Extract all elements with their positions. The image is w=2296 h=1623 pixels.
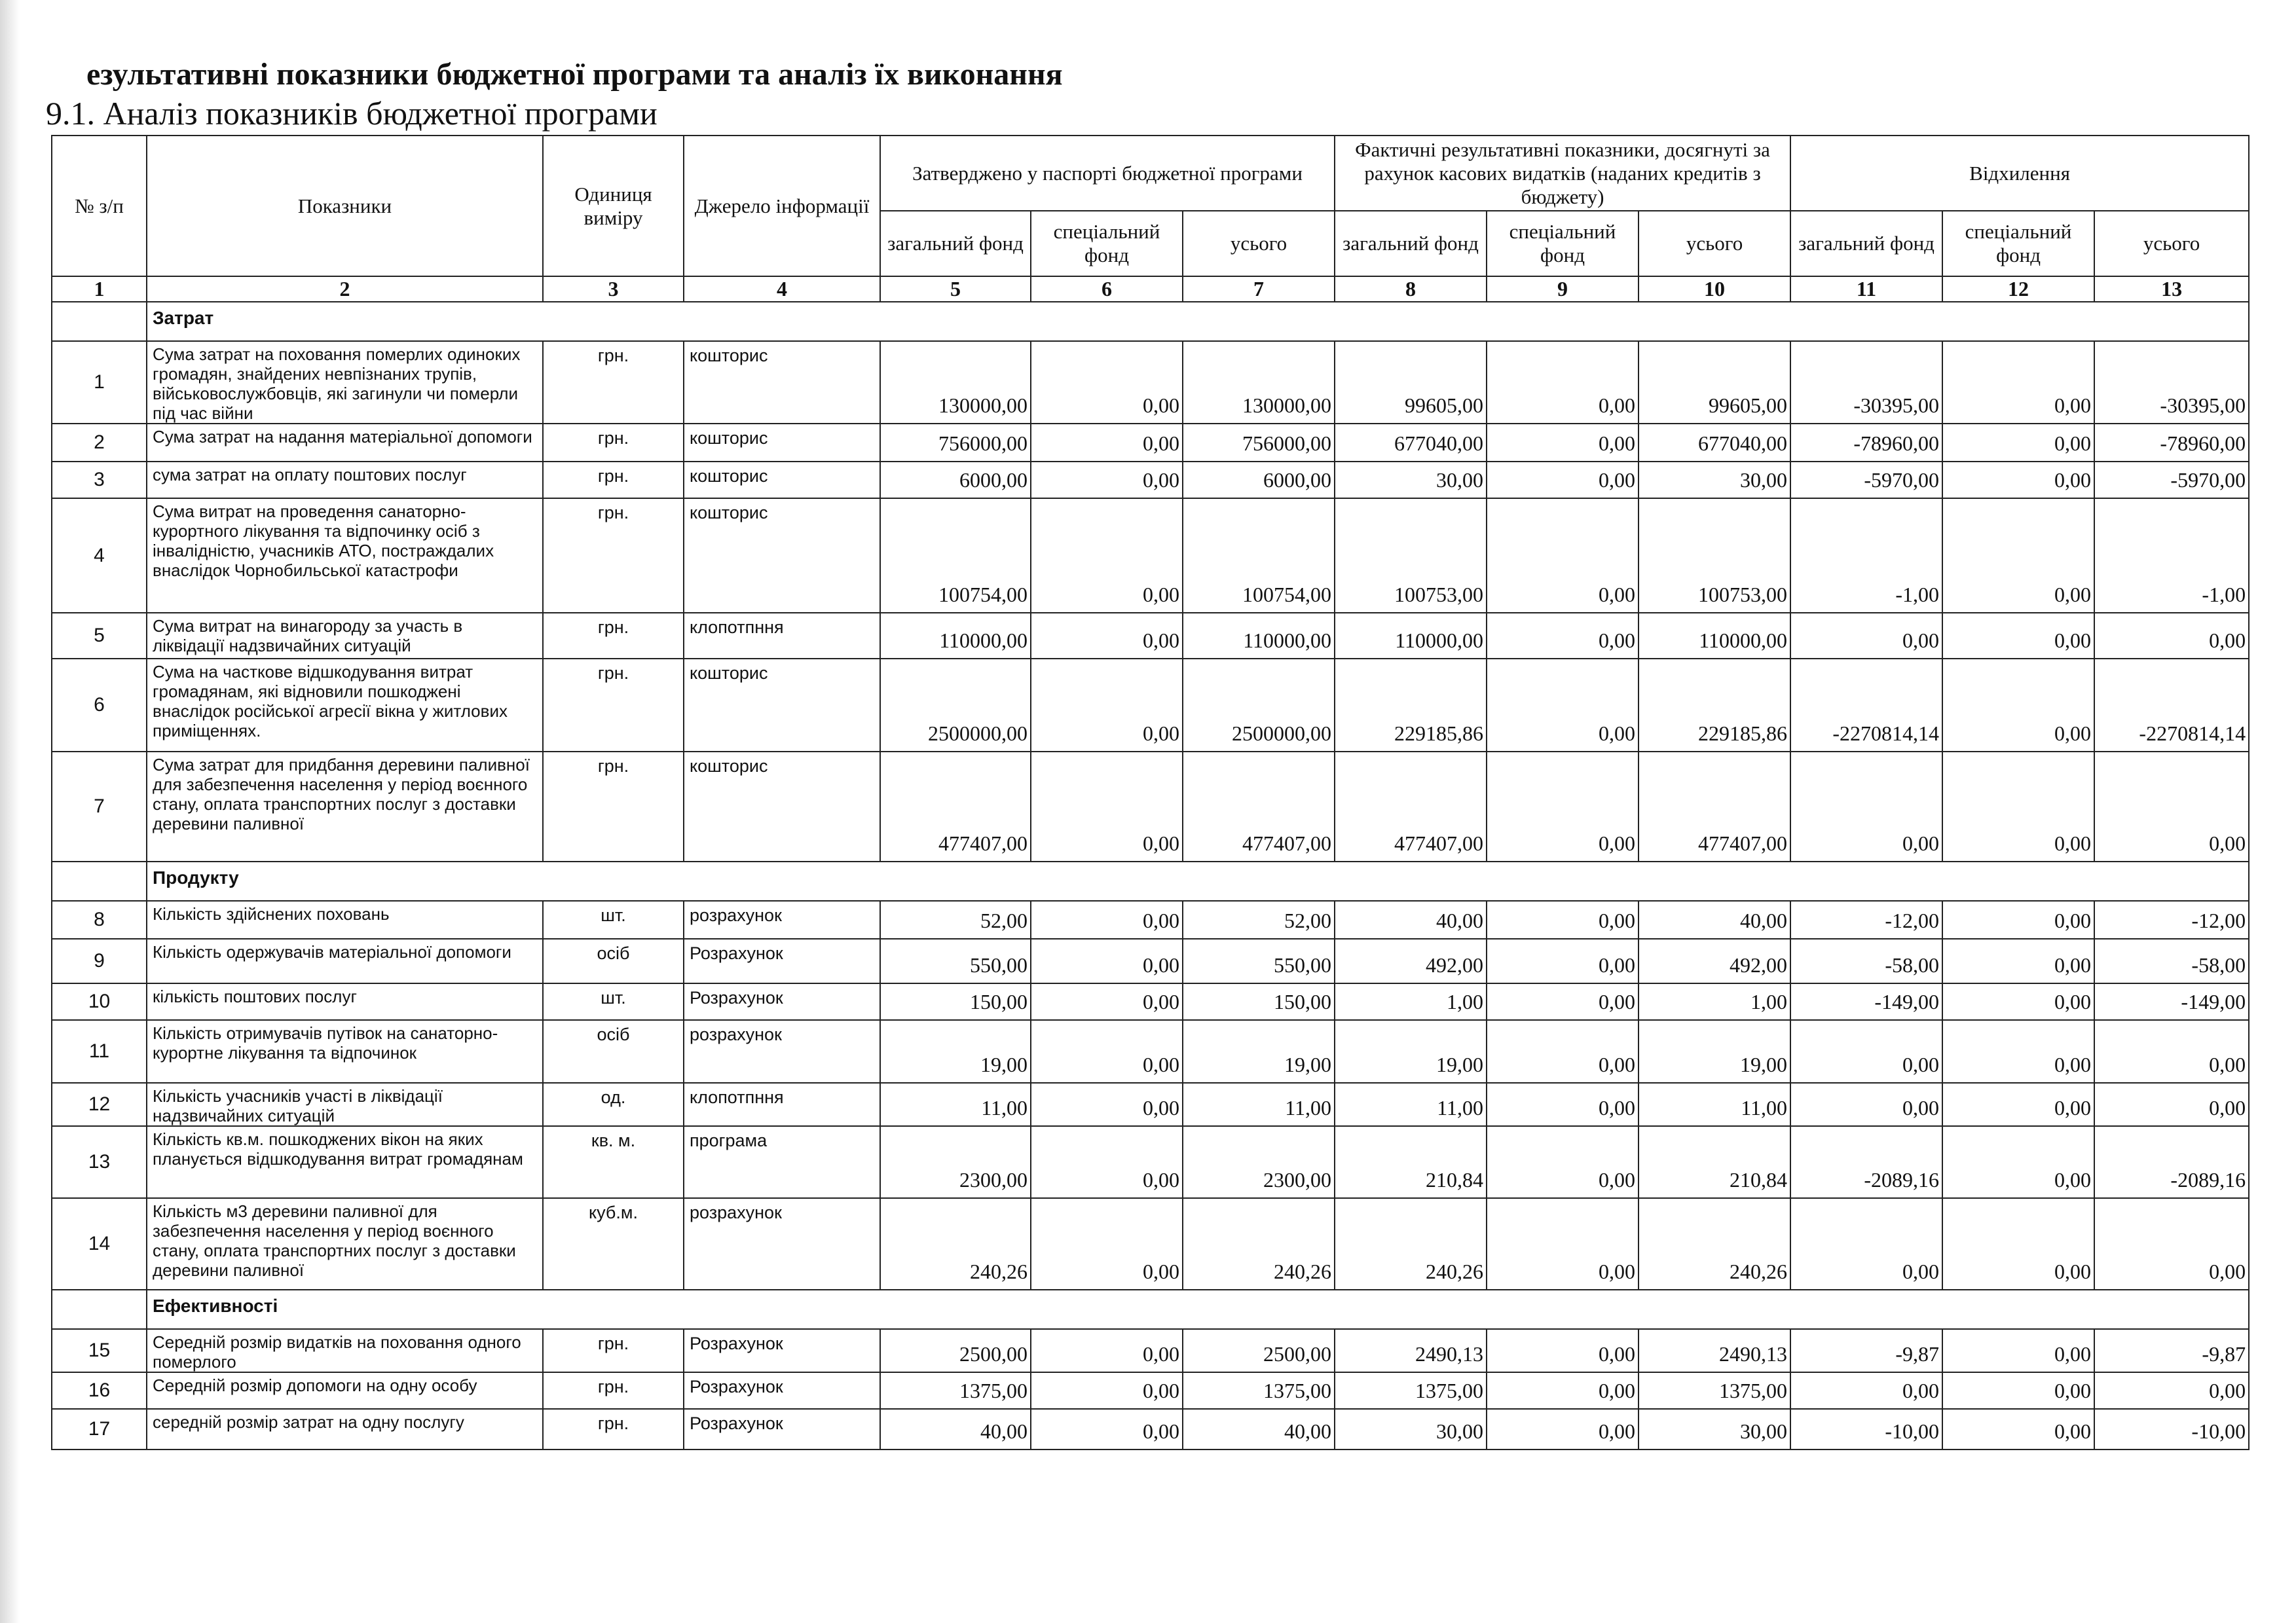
source-cell: Розрахунок: [684, 983, 880, 1020]
value-cell: -30395,00: [1790, 341, 1942, 424]
value-cell: -78960,00: [2094, 424, 2249, 462]
value-cell: 0,00: [1031, 1083, 1183, 1126]
indicator-name: середній розмір затрат на одну послугу: [147, 1409, 543, 1450]
row-number: 17: [52, 1409, 147, 1450]
row-number: 14: [52, 1198, 147, 1290]
unit-cell: грн.: [543, 1372, 684, 1409]
indicator-name: Кількість учасників участі в ліквідації надзвичайних ситуацій: [147, 1083, 543, 1126]
value-cell: 210,84: [1639, 1126, 1790, 1198]
value-cell: 0,00: [1487, 1409, 1639, 1450]
value-cell: 0,00: [1942, 1372, 2094, 1409]
value-cell: 1375,00: [880, 1372, 1031, 1409]
value-cell: 0,00: [1942, 1083, 2094, 1126]
value-cell: 0,00: [1031, 424, 1183, 462]
value-cell: 0,00: [1790, 1372, 1942, 1409]
unit-cell: грн.: [543, 1329, 684, 1372]
indicator-name: Сума витрат на винагороду за участь в ліквідації надзвичайних ситуацій: [147, 613, 543, 659]
value-cell: 0,00: [1487, 1083, 1639, 1126]
row-number: 12: [52, 1083, 147, 1126]
value-cell: 0,00: [1942, 341, 2094, 424]
unit-cell: шт.: [543, 901, 684, 939]
value-cell: 150,00: [880, 983, 1031, 1020]
value-cell: 6000,00: [880, 462, 1031, 498]
column-number: 7: [1183, 276, 1335, 302]
source-cell: розрахунок: [684, 1198, 880, 1290]
column-number: 10: [1639, 276, 1790, 302]
value-cell: 30,00: [1639, 462, 1790, 498]
header-deviation: Відхилення: [1790, 136, 2249, 211]
indicator-name: Кількість отримувачів путівок на санаторно-курортне лікування та відпочинок: [147, 1020, 543, 1083]
table-row: [52, 983, 2249, 1020]
section-num-cell: [52, 862, 147, 901]
unit-cell: грн.: [543, 1409, 684, 1450]
table-row: [52, 1329, 2249, 1372]
value-cell: 0,00: [1942, 752, 2094, 862]
value-cell: 2500000,00: [1183, 659, 1335, 752]
table-row: [52, 1083, 2249, 1126]
value-cell: 0,00: [1942, 659, 2094, 752]
scan-edge: [0, 0, 20, 1623]
value-cell: 550,00: [1183, 939, 1335, 983]
value-cell: 99605,00: [1335, 341, 1487, 424]
value-cell: 0,00: [1487, 341, 1639, 424]
subsection-heading: 9.1. Аналіз показників бюджетної програми: [46, 95, 657, 132]
value-cell: 0,00: [1031, 752, 1183, 862]
value-cell: 0,00: [1942, 1329, 2094, 1372]
value-cell: 130000,00: [1183, 341, 1335, 424]
header-approved: Затверджено у паспорті бюджетної програми: [880, 136, 1335, 211]
section-row: [52, 302, 2249, 341]
value-cell: 0,00: [1942, 1020, 2094, 1083]
column-number: 11: [1790, 276, 1942, 302]
source-cell: кошторис: [684, 498, 880, 613]
value-cell: 11,00: [880, 1083, 1031, 1126]
value-cell: 0,00: [1942, 1198, 2094, 1290]
value-cell: 30,00: [1335, 462, 1487, 498]
column-number: 6: [1031, 276, 1183, 302]
value-cell: 2490,13: [1639, 1329, 1790, 1372]
source-cell: клопотпння: [684, 1083, 880, 1126]
value-cell: 100753,00: [1639, 498, 1790, 613]
value-cell: 110000,00: [1183, 613, 1335, 659]
value-cell: 0,00: [1487, 1329, 1639, 1372]
value-cell: 240,26: [880, 1198, 1031, 1290]
value-cell: 0,00: [1942, 939, 2094, 983]
value-cell: 0,00: [1487, 424, 1639, 462]
indicator-name: Кількість одержувачів матеріальної допомоги: [147, 939, 543, 983]
section-num-cell: [52, 1290, 147, 1329]
indicator-name: Кількість кв.м. пошкоджених вікон на яких планується відшкодування витрат громадянам: [147, 1126, 543, 1198]
value-cell: 52,00: [880, 901, 1031, 939]
unit-cell: од.: [543, 1083, 684, 1126]
table-row: [52, 1198, 2249, 1290]
value-cell: 0,00: [1790, 752, 1942, 862]
value-cell: 2500,00: [880, 1329, 1031, 1372]
value-cell: 0,00: [1487, 983, 1639, 1020]
value-cell: 52,00: [1183, 901, 1335, 939]
value-cell: 19,00: [1335, 1020, 1487, 1083]
value-cell: 0,00: [1031, 1198, 1183, 1290]
value-cell: 0,00: [2094, 1083, 2249, 1126]
value-cell: 229185,86: [1335, 659, 1487, 752]
source-cell: кошторис: [684, 752, 880, 862]
value-cell: 30,00: [1335, 1409, 1487, 1450]
value-cell: 99605,00: [1639, 341, 1790, 424]
value-cell: 477407,00: [880, 752, 1031, 862]
value-cell: 240,26: [1183, 1198, 1335, 1290]
row-number: 6: [52, 659, 147, 752]
value-cell: 0,00: [1487, 1198, 1639, 1290]
value-cell: 19,00: [880, 1020, 1031, 1083]
value-cell: 0,00: [1031, 1409, 1183, 1450]
value-cell: 40,00: [880, 1409, 1031, 1450]
value-cell: 0,00: [1031, 939, 1183, 983]
indicator-name: Сума затрат на поховання померлих одиноких громадян, знайдених невпізнаних трупів, військовослужбовців, які загинули чи померли під час війни: [147, 341, 543, 424]
value-cell: 0,00: [1942, 424, 2094, 462]
table-row: [52, 659, 2249, 752]
value-cell: 1375,00: [1335, 1372, 1487, 1409]
column-number: 3: [543, 276, 684, 302]
value-cell: -9,87: [1790, 1329, 1942, 1372]
value-cell: 0,00: [1790, 1020, 1942, 1083]
value-cell: 492,00: [1335, 939, 1487, 983]
value-cell: 477407,00: [1183, 752, 1335, 862]
value-cell: -1,00: [1790, 498, 1942, 613]
value-cell: 40,00: [1639, 901, 1790, 939]
value-cell: 0,00: [2094, 1020, 2249, 1083]
source-cell: Розрахунок: [684, 1372, 880, 1409]
value-cell: 150,00: [1183, 983, 1335, 1020]
section-row: [52, 862, 2249, 901]
value-cell: 0,00: [1790, 1198, 1942, 1290]
table-row: [52, 1126, 2249, 1198]
table-row: [52, 341, 2249, 424]
source-cell: програма: [684, 1126, 880, 1198]
column-number: 12: [1942, 276, 2094, 302]
indicator-name: сума затрат на оплату поштових послуг: [147, 462, 543, 498]
value-cell: -2089,16: [1790, 1126, 1942, 1198]
column-number-row: [52, 276, 2249, 302]
value-cell: 492,00: [1639, 939, 1790, 983]
value-cell: 0,00: [1031, 341, 1183, 424]
value-cell: -1,00: [2094, 498, 2249, 613]
column-number: 2: [147, 276, 543, 302]
header-unit: Одиниця виміру: [543, 136, 684, 276]
value-cell: 2490,13: [1335, 1329, 1487, 1372]
header-indicators: Показники: [147, 136, 543, 276]
value-cell: 0,00: [2094, 613, 2249, 659]
value-cell: 0,00: [1942, 983, 2094, 1020]
indicator-name: Кількість здійснених поховань: [147, 901, 543, 939]
column-number: 5: [880, 276, 1031, 302]
subheader-special-fund: спеціальний фонд: [1487, 211, 1639, 276]
value-cell: -10,00: [2094, 1409, 2249, 1450]
indicator-name: Сума затрат на надання матеріальної допомоги: [147, 424, 543, 462]
value-cell: 110000,00: [1639, 613, 1790, 659]
table-row: [52, 1020, 2249, 1083]
subheader-general-fund: загальний фонд: [880, 211, 1031, 276]
value-cell: 100754,00: [1183, 498, 1335, 613]
subheader-total: усього: [2094, 211, 2249, 276]
value-cell: 0,00: [1031, 1020, 1183, 1083]
value-cell: -58,00: [1790, 939, 1942, 983]
value-cell: 0,00: [2094, 752, 2249, 862]
header-num: № з/п: [52, 136, 147, 276]
unit-cell: осіб: [543, 939, 684, 983]
value-cell: -10,00: [1790, 1409, 1942, 1450]
row-number: 2: [52, 424, 147, 462]
row-number: 16: [52, 1372, 147, 1409]
value-cell: 0,00: [1031, 901, 1183, 939]
row-number: 7: [52, 752, 147, 862]
value-cell: 11,00: [1639, 1083, 1790, 1126]
unit-cell: грн.: [543, 498, 684, 613]
section-row: [52, 1290, 2249, 1329]
value-cell: -2270814,14: [2094, 659, 2249, 752]
value-cell: 0,00: [1487, 462, 1639, 498]
value-cell: 1375,00: [1639, 1372, 1790, 1409]
row-number: 9: [52, 939, 147, 983]
value-cell: 677040,00: [1639, 424, 1790, 462]
value-cell: 40,00: [1335, 901, 1487, 939]
unit-cell: грн.: [543, 462, 684, 498]
source-cell: Розрахунок: [684, 1329, 880, 1372]
subheader-special-fund: спеціальний фонд: [1942, 211, 2094, 276]
value-cell: -12,00: [1790, 901, 1942, 939]
unit-cell: грн.: [543, 341, 684, 424]
unit-cell: куб.м.: [543, 1198, 684, 1290]
unit-cell: грн.: [543, 424, 684, 462]
value-cell: 0,00: [1487, 1126, 1639, 1198]
source-cell: кошторис: [684, 341, 880, 424]
value-cell: 0,00: [1031, 462, 1183, 498]
unit-cell: шт.: [543, 983, 684, 1020]
subheader-general-fund: загальний фонд: [1335, 211, 1487, 276]
row-number: 4: [52, 498, 147, 613]
value-cell: 0,00: [1031, 498, 1183, 613]
value-cell: 0,00: [1031, 1372, 1183, 1409]
column-number: 1: [52, 276, 147, 302]
row-number: 1: [52, 341, 147, 424]
value-cell: 0,00: [1942, 613, 2094, 659]
value-cell: 1,00: [1335, 983, 1487, 1020]
row-number: 13: [52, 1126, 147, 1198]
column-number: 9: [1487, 276, 1639, 302]
row-number: 15: [52, 1329, 147, 1372]
value-cell: 0,00: [1942, 498, 2094, 613]
row-number: 11: [52, 1020, 147, 1083]
table-row: [52, 1372, 2249, 1409]
row-number: 8: [52, 901, 147, 939]
section-title: Ефективності: [147, 1290, 2249, 1329]
value-cell: 0,00: [1942, 1409, 2094, 1450]
value-cell: 0,00: [1942, 1126, 2094, 1198]
section-title: Продукту: [147, 862, 2249, 901]
value-cell: 130000,00: [880, 341, 1031, 424]
value-cell: 6000,00: [1183, 462, 1335, 498]
value-cell: 2300,00: [880, 1126, 1031, 1198]
row-number: 5: [52, 613, 147, 659]
value-cell: -30395,00: [2094, 341, 2249, 424]
value-cell: 0,00: [1487, 613, 1639, 659]
table-row: [52, 1409, 2249, 1450]
source-cell: розрахунок: [684, 901, 880, 939]
source-cell: Розрахунок: [684, 939, 880, 983]
value-cell: 756000,00: [1183, 424, 1335, 462]
indicators-table: [51, 135, 2250, 1450]
table-row: [52, 939, 2249, 983]
value-cell: 0,00: [1942, 901, 2094, 939]
table-row: [52, 901, 2249, 939]
value-cell: 11,00: [1183, 1083, 1335, 1126]
indicator-name: Кількість м3 деревини паливної для забезпечення населення у період воєнного стану, оплата транспортних послуг з доставки деревини паливної: [147, 1198, 543, 1290]
value-cell: 40,00: [1183, 1409, 1335, 1450]
value-cell: 0,00: [1031, 1126, 1183, 1198]
value-cell: 677040,00: [1335, 424, 1487, 462]
header-source: Джерело інформації: [684, 136, 880, 276]
indicator-name: кількість поштових послуг: [147, 983, 543, 1020]
value-cell: -58,00: [2094, 939, 2249, 983]
indicator-name: Сума на часткове відшкодування витрат громадянам, які відновили пошкоджені внаслідок російської агресії вікна у житлових приміщеннях.: [147, 659, 543, 752]
subheader-special-fund: спеціальний фонд: [1031, 211, 1183, 276]
value-cell: 2300,00: [1183, 1126, 1335, 1198]
value-cell: -2089,16: [2094, 1126, 2249, 1198]
source-cell: розрахунок: [684, 1020, 880, 1083]
value-cell: 0,00: [1487, 1020, 1639, 1083]
value-cell: -2270814,14: [1790, 659, 1942, 752]
value-cell: -149,00: [2094, 983, 2249, 1020]
value-cell: 240,26: [1639, 1198, 1790, 1290]
source-cell: кошторис: [684, 462, 880, 498]
indicator-name: Сума затрат для придбання деревини паливної для забезпечення населення у період воєнного стану, оплата транспортних послуг з доставки деревини паливної: [147, 752, 543, 862]
value-cell: 0,00: [1487, 752, 1639, 862]
table-body: [52, 302, 2249, 1450]
value-cell: 0,00: [1031, 659, 1183, 752]
value-cell: 19,00: [1639, 1020, 1790, 1083]
source-cell: кошторис: [684, 424, 880, 462]
value-cell: 0,00: [1031, 1329, 1183, 1372]
value-cell: 11,00: [1335, 1083, 1487, 1126]
value-cell: 19,00: [1183, 1020, 1335, 1083]
value-cell: 1375,00: [1183, 1372, 1335, 1409]
unit-cell: грн.: [543, 659, 684, 752]
value-cell: 0,00: [1942, 462, 2094, 498]
value-cell: 0,00: [1487, 901, 1639, 939]
table-row: [52, 498, 2249, 613]
value-cell: 210,84: [1335, 1126, 1487, 1198]
indicator-name: Середній розмір видатків на поховання одного померлого: [147, 1329, 543, 1372]
unit-cell: осіб: [543, 1020, 684, 1083]
value-cell: 100753,00: [1335, 498, 1487, 613]
column-number: 13: [2094, 276, 2249, 302]
value-cell: 0,00: [2094, 1372, 2249, 1409]
value-cell: 0,00: [1487, 1372, 1639, 1409]
value-cell: 110000,00: [880, 613, 1031, 659]
section-title: Затрат: [147, 302, 2249, 341]
indicator-name: Середній розмір допомоги на одну особу: [147, 1372, 543, 1409]
column-number: 4: [684, 276, 880, 302]
value-cell: 0,00: [1031, 613, 1183, 659]
source-cell: Розрахунок: [684, 1409, 880, 1450]
value-cell: 30,00: [1639, 1409, 1790, 1450]
value-cell: 550,00: [880, 939, 1031, 983]
value-cell: 0,00: [2094, 1198, 2249, 1290]
section-num-cell: [52, 302, 147, 341]
value-cell: 0,00: [1790, 613, 1942, 659]
value-cell: -5970,00: [2094, 462, 2249, 498]
table-row: [52, 462, 2249, 498]
value-cell: 0,00: [1487, 939, 1639, 983]
table-row: [52, 613, 2249, 659]
value-cell: 2500000,00: [880, 659, 1031, 752]
value-cell: 0,00: [1487, 659, 1639, 752]
source-cell: клопотпння: [684, 613, 880, 659]
section-heading: езультативні показники бюджетної програми та аналіз їх виконання: [86, 57, 1063, 92]
column-number: 8: [1335, 276, 1487, 302]
value-cell: 477407,00: [1639, 752, 1790, 862]
value-cell: -5970,00: [1790, 462, 1942, 498]
value-cell: 110000,00: [1335, 613, 1487, 659]
header-actual: Фактичні результативні показники, досягнуті за рахунок касових видатків (наданих кредитів з бюджету): [1335, 136, 1790, 211]
source-cell: кошторис: [684, 659, 880, 752]
value-cell: 2500,00: [1183, 1329, 1335, 1372]
unit-cell: грн.: [543, 752, 684, 862]
value-cell: 477407,00: [1335, 752, 1487, 862]
subheader-general-fund: загальний фонд: [1790, 211, 1942, 276]
value-cell: 240,26: [1335, 1198, 1487, 1290]
value-cell: 0,00: [1487, 498, 1639, 613]
value-cell: 100754,00: [880, 498, 1031, 613]
value-cell: 1,00: [1639, 983, 1790, 1020]
table-row: [52, 424, 2249, 462]
row-number: 3: [52, 462, 147, 498]
table-row: [52, 752, 2249, 862]
value-cell: -78960,00: [1790, 424, 1942, 462]
unit-cell: грн.: [543, 613, 684, 659]
value-cell: 229185,86: [1639, 659, 1790, 752]
value-cell: -9,87: [2094, 1329, 2249, 1372]
subheader-total: усього: [1639, 211, 1790, 276]
row-number: 10: [52, 983, 147, 1020]
subheader-total: усього: [1183, 211, 1335, 276]
value-cell: 756000,00: [880, 424, 1031, 462]
value-cell: -12,00: [2094, 901, 2249, 939]
value-cell: 0,00: [1031, 983, 1183, 1020]
value-cell: -149,00: [1790, 983, 1942, 1020]
indicator-name: Сума витрат на проведення санаторно-курортного лікування та відпочинку осіб з інвалідністю, учасників АТО, постраждалих внаслідок Чорнобильської катастрофи: [147, 498, 543, 613]
unit-cell: кв. м.: [543, 1126, 684, 1198]
value-cell: 0,00: [1790, 1083, 1942, 1126]
